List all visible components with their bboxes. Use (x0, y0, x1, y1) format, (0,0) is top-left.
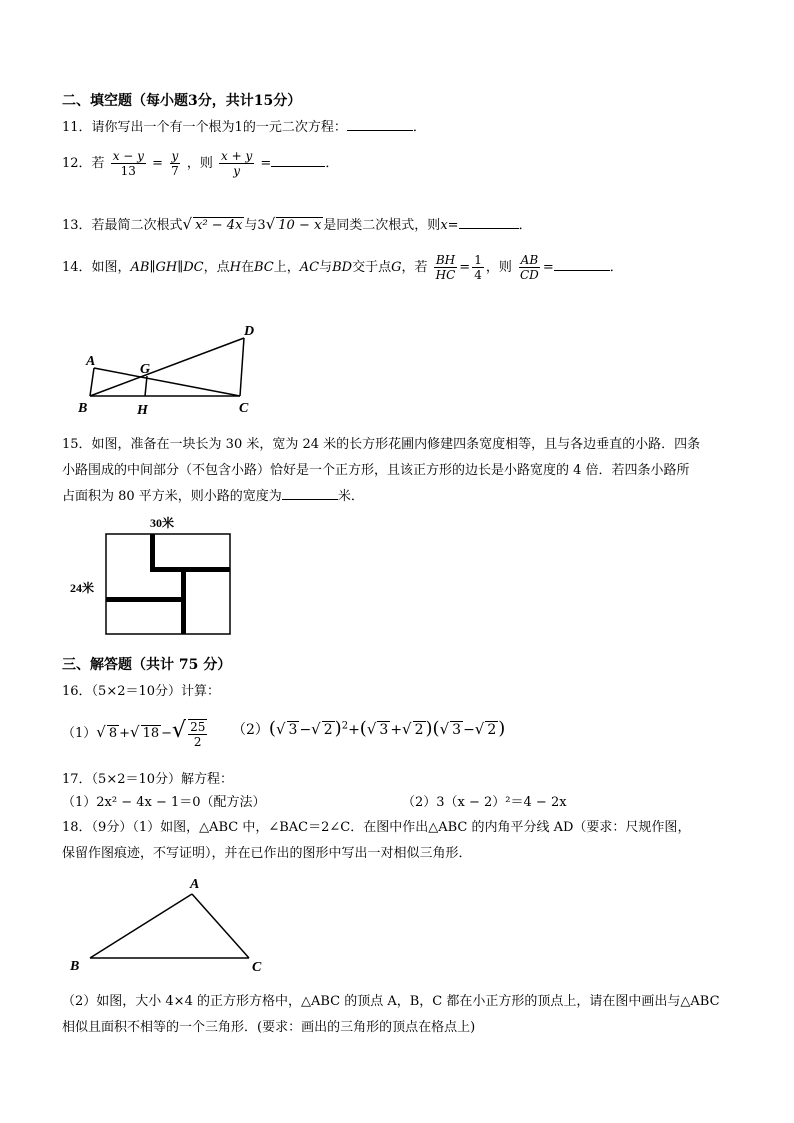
q12-eq2: = (260, 156, 272, 171)
q16-plus-b: + (348, 722, 360, 738)
q12-f2-num: y (171, 149, 179, 163)
label-30m: 30米 (150, 516, 175, 530)
figure-15-garden (70, 512, 240, 640)
q14-mid7: ，则 (485, 260, 512, 275)
q12-eq: = (152, 156, 163, 171)
q11-answer-blank[interactable] (347, 118, 413, 131)
q16-p1-label: （1） (62, 726, 97, 741)
q14-f2-den: CD (520, 268, 539, 282)
q15-line-1: 15．如图，准备在一块长为 30 米，宽为 24 米的长方形花圃内修建四条宽度相等，且与各边垂直的小路．四条 (62, 437, 701, 452)
q14-bd: BD (332, 260, 353, 275)
label-a: A (86, 354, 96, 369)
question-13 (62, 214, 532, 233)
label-24m: 24米 (70, 581, 95, 595)
label-b: B (78, 401, 88, 416)
q14-h: H (229, 260, 241, 275)
q14-mid3: 上， (273, 260, 300, 275)
q16-plus: + (119, 726, 131, 741)
q14-v-den: 4 (474, 268, 482, 282)
q16-r2-b: 2 (414, 722, 424, 738)
garden-outline (106, 534, 230, 634)
q15-line-3b: 米． (337, 489, 364, 504)
q12-f1-num: x − y (112, 149, 144, 163)
q18-line-3: （2）如图，大小 4×4 的正方形方格中，△ABC 的顶点 A，B，C 都在小正方形的顶点上，请在图中画出与△ABC (62, 994, 720, 1009)
radical-sign-icon: √ (265, 215, 276, 233)
q16-minus-c: − (463, 722, 475, 738)
q14-pre: 14．如图， (62, 260, 131, 275)
q16-r2-a: 2 (323, 722, 333, 738)
q16-f-num: 25 (190, 719, 206, 734)
q16-fraction (188, 719, 207, 749)
q13-pre: 13．若最简二次根式 (62, 218, 183, 233)
q16-r18: 18 (142, 726, 160, 741)
q16-f-den: 2 (193, 734, 202, 749)
q17-head: 17．（5×2＝10分）解方程： (62, 772, 234, 787)
q16-part-1 (62, 718, 209, 749)
q14-mid6: ，若 (401, 260, 428, 275)
label-b: B (70, 959, 80, 974)
q12-mid: ，则 (186, 156, 213, 171)
path-horizontal-left (106, 597, 186, 602)
radical-sign-icon: √ (182, 215, 193, 233)
q14-ac: AC (299, 260, 320, 275)
q16-plus-c: + (390, 722, 403, 738)
segment-gh (145, 376, 147, 396)
q14-mid2: 在 (240, 260, 254, 275)
q14-eq: = (459, 260, 471, 275)
path-horizontal-right (150, 567, 230, 572)
path-vertical-bottom (181, 567, 186, 634)
q17-part-1: （1）2x² − 4x − 1＝0（配方法） (62, 795, 266, 810)
q16-square: 2 (341, 720, 349, 732)
section-title-solve: 三、解答题（共计 75 分） (62, 657, 232, 673)
q17-part-2: （2）3（x − 2）²＝4 − 2x (402, 795, 567, 810)
section-title-fill-blank: 二、填空题（每小题3分，共计15分） (62, 93, 302, 109)
q18-line-4: 相似且面积不相等的一个三角形．(要求：画出的三角形的顶点在格点上) (62, 1020, 476, 1035)
q14-mid1: ，点 (203, 260, 230, 275)
q15-line-2: 小路围成的中间部分（不包含小路）恰好是一个正方形，且该正方形的边长是小路宽度的 4 倍．若四条小路所 (62, 463, 690, 478)
q13-radicand-1: x² − 4x (195, 218, 243, 233)
q13-var: x (440, 218, 448, 233)
figure-14-triangles (78, 318, 268, 420)
question-12 (62, 149, 338, 178)
q14-end: ． (609, 260, 623, 275)
q12-f3-den: y (233, 164, 241, 178)
q14-answer-blank[interactable] (554, 258, 610, 271)
segment-ab (90, 368, 94, 396)
q16-r2-c: 2 (487, 722, 497, 738)
q15-line-3a: 占面积为 80 平方米，则小路的宽度为 (62, 489, 282, 504)
q14-f2-num: AB (520, 253, 539, 267)
q14-fraction-ab-cd (518, 253, 541, 282)
radical-sign-icon: √ (474, 720, 485, 738)
q14-bc: BC (253, 260, 274, 275)
q14-fraction-value (472, 253, 484, 282)
q13-end: ． (518, 218, 532, 233)
q13-eq: = (447, 218, 459, 233)
q18-line-1: 18．（9分）（1）如图，△ABC 中，∠BAC＝2∠C．在图中作出△ABC 的内角平分线 AD（要求：尺规作图， (62, 820, 691, 835)
q13-radicand-2: 10 − x (278, 218, 322, 233)
q16-r8: 8 (108, 726, 118, 741)
label-h: H (137, 403, 148, 418)
q14-v-num: 1 (474, 253, 482, 267)
q14-parallel: AB∥GH∥DC (130, 260, 204, 275)
q13-post: 是同类二次根式，则 (323, 218, 441, 233)
q12-fraction-2 (169, 149, 181, 178)
q14-mid5: 交于点 (352, 260, 392, 275)
q15-line-3 (62, 485, 364, 504)
radical-sign-icon: √ (172, 718, 187, 743)
q12-f1-den: 13 (120, 164, 136, 178)
q13-answer-blank[interactable] (459, 216, 519, 229)
radical-sign-icon: √ (311, 720, 321, 738)
label-g: G (140, 362, 151, 377)
q13-mid: 与3 (244, 218, 266, 233)
radical-sign-icon: √ (439, 720, 450, 738)
q16-p2-label: （2） (232, 722, 269, 738)
radical-sign-icon: √ (130, 723, 140, 741)
q12-end: ． (325, 156, 339, 171)
q16-minus-a: − (299, 722, 312, 738)
question-14 (62, 253, 623, 282)
radical-sign-icon: √ (275, 720, 286, 738)
segment-ba (90, 894, 192, 958)
q14-eq2: = (542, 260, 554, 275)
q12-fraction-1 (111, 149, 146, 178)
q14-fraction-bh-hc (434, 253, 458, 282)
segment-ac (94, 368, 240, 396)
q16-head: 16．（5×2＝10分）计算： (62, 684, 221, 699)
label-a: A (190, 877, 200, 892)
q16-r3-b: 3 (379, 722, 389, 738)
q12-fraction-3 (219, 149, 254, 178)
segment-bd (90, 338, 244, 396)
q16-part-2: （2）(√ 3 −√ 2 )$^2$+(√ 3 +√ 2 )(√ 3 −√ 2 ) (232, 718, 506, 739)
radical-sign-icon: √ (402, 720, 412, 738)
label-c: C (239, 401, 249, 416)
q14-mid4: 与 (319, 260, 333, 275)
q16-r3-a: 3 (288, 722, 298, 738)
q14-g: G (391, 260, 402, 275)
q12-f2-den: 7 (171, 164, 179, 178)
q14-f-num: BH (435, 253, 456, 267)
question-11 (62, 116, 426, 135)
q16-r3-c: 3 (452, 722, 462, 738)
label-c: C (252, 960, 262, 975)
segment-cd (240, 338, 244, 396)
radical-sign-icon: √ (96, 723, 106, 741)
q18-line-2: 保留作图痕迹，不写证明），并在已作出的图形中写出一对相似三角形． (62, 846, 472, 861)
q11-text: 11．请你写出一个有一个根为1的一元二次方程： (62, 120, 347, 135)
q15-answer-blank[interactable] (282, 487, 338, 500)
segment-ac (192, 894, 249, 958)
q14-f-den: HC (435, 268, 456, 282)
q12-pre: 12．若 (62, 156, 105, 171)
q16-minus: − (161, 726, 173, 741)
q12-answer-blank[interactable] (271, 154, 325, 167)
radical-sign-icon: √ (366, 720, 377, 738)
figure-18-triangle (62, 872, 272, 978)
label-d: D (244, 324, 255, 339)
q12-f3-num: x + y (221, 149, 253, 163)
q11-end: ． (412, 120, 426, 135)
path-vertical-top (150, 534, 155, 571)
